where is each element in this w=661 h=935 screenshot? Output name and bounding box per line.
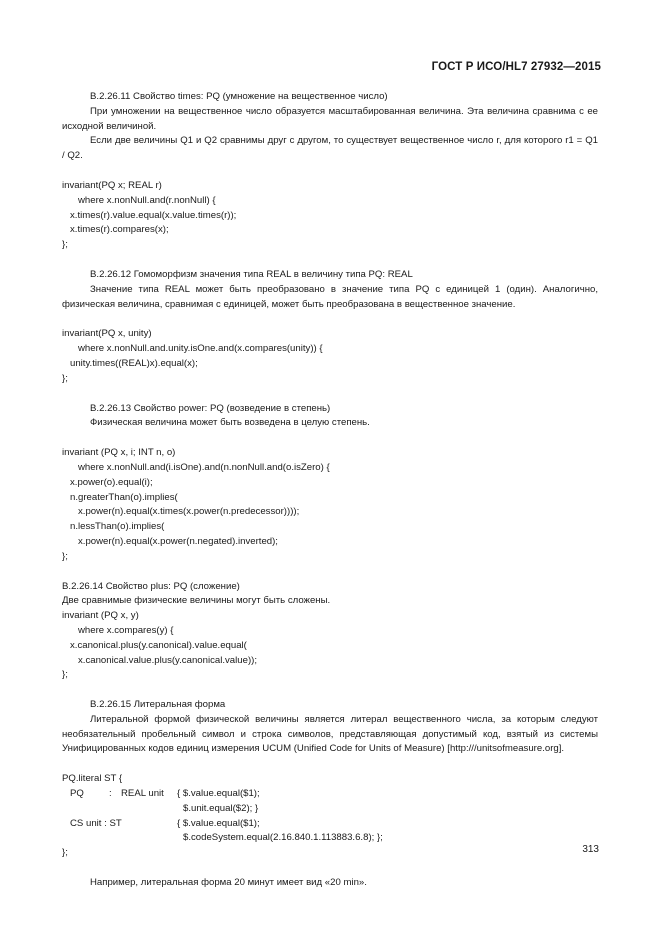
code-line: [62, 831, 598, 846]
section-title-b22611: B.2.26.11 Свойство times: PQ (умножение на вещественное число): [90, 91, 388, 102]
paragraph: При умножении на вещественное число образуется масштабированная величина. Эта величина сравнима с ее исходной величиной.: [62, 105, 598, 132]
code-line: invariant (PQ x, i; INT n, o): [62, 447, 176, 459]
section-title-b22615: B.2.26.15 Литеральная форма: [90, 699, 226, 711]
section-title-b22612: B.2.26.12 Гомоморфизм значения типа REAL в величину типа PQ: REAL: [90, 268, 413, 280]
code-line: where x.nonNull.and(r.nonNull) {: [78, 194, 216, 206]
code-line: where x.nonNull.and.unity.isOne.and(x.compares(unity)) {: [78, 343, 323, 355]
section-title-b22613: B.2.26.13 Свойство power: PQ (возведение в степень): [90, 402, 331, 414]
paragraph: Если две величины Q1 и Q2 сравнимы друг с другом, то существует вещественное число r, для которого r1 = Q1 / Q2.: [62, 135, 598, 162]
code-block: [62, 609, 598, 683]
document-header: ГОСТ Р ИСО/HL7 27932—2015: [431, 61, 601, 73]
code-line: x.canonical.plus(y.canonical).value.equal(: [70, 639, 247, 651]
code-line: x.power(o).equal(i);: [70, 476, 153, 488]
code-text: { $.value.equal($1);: [177, 788, 260, 800]
code-text: PQ: [70, 788, 84, 800]
example-paragraph: Например, литеральная форма 20 минут имеет вид «20 min».: [90, 877, 367, 889]
page-number: 313: [582, 844, 599, 855]
code-line: };: [62, 372, 68, 384]
code-line: where x.nonNull.and(i.isOne).and(n.nonNull.and(o.isZero) {: [78, 461, 330, 473]
code-line: x.times(r).compares(x);: [70, 224, 169, 236]
paragraph: Значение типа REAL может быть преобразовано в значение типа PQ с единицей 1 (один). Аналогично, физическая величина, сравнимая с единицей, может быть преобразована в вещественное значение.: [62, 283, 598, 310]
code-block: [62, 327, 598, 386]
code-text: };: [62, 847, 68, 859]
code-line: invariant (PQ x, y): [62, 610, 139, 622]
page-content: [62, 90, 598, 891]
code-line: };: [62, 239, 68, 251]
code-text: $.codeSystem.equal(2.16.840.1.113883.6.8); };: [183, 832, 383, 844]
paragraph: Физическая величина может быть возведена в целую степень.: [90, 417, 370, 429]
code-line: unity.times((REAL)x).equal(x);: [70, 357, 198, 369]
code-line: x.power(n).equal(x.power(n.negated).inverted);: [78, 535, 278, 547]
code-text: REAL unit: [121, 788, 164, 800]
code-text: $.unit.equal($2); }: [183, 802, 259, 814]
code-line: x.canonical.value.plus(y.canonical.value));: [78, 654, 257, 666]
code-block: [62, 446, 598, 564]
paragraph: Две сравнимые физические величины могут быть сложены.: [62, 595, 331, 607]
code-line: invariant(PQ x, unity): [62, 328, 152, 340]
code-line: [62, 802, 598, 817]
code-block: [62, 179, 598, 253]
paragraph: Литеральной формой физической величины является литерал вещественного числа, за которым следуют необязательный пробельный символ и строка символов, представляющая допустимый код, взятый из системы Унифицированных кодов единиц измерения UCUM (Unified Code for Units of Measure) [http:///unitsofmeasure.org].: [62, 713, 598, 755]
code-text: CS unit : ST: [70, 817, 122, 829]
code-text: PQ.literal ST {: [62, 773, 123, 785]
code-line: n.lessThan(o).implies(: [70, 521, 165, 533]
code-line: where x.compares(y) {: [78, 624, 174, 636]
code-line: invariant(PQ x; REAL r): [62, 179, 162, 191]
code-line: };: [62, 550, 68, 562]
code-line: [62, 787, 598, 802]
grammar-block: [62, 772, 598, 861]
code-text: :: [109, 788, 112, 800]
code-line: x.power(n).equal(x.times(x.power(n.predecessor))));: [78, 506, 300, 518]
code-text: { $.value.equal($1);: [177, 817, 260, 829]
code-line: [62, 772, 598, 787]
code-line: [62, 846, 598, 861]
code-line: x.times(r).value.equal(x.value.times(r));: [70, 209, 237, 221]
section-title-b22614: B.2.26.14 Свойство plus: PQ (сложение): [62, 580, 240, 592]
code-line: };: [62, 669, 68, 681]
code-line: [62, 817, 598, 832]
code-line: n.greaterThan(o).implies(: [70, 491, 178, 503]
